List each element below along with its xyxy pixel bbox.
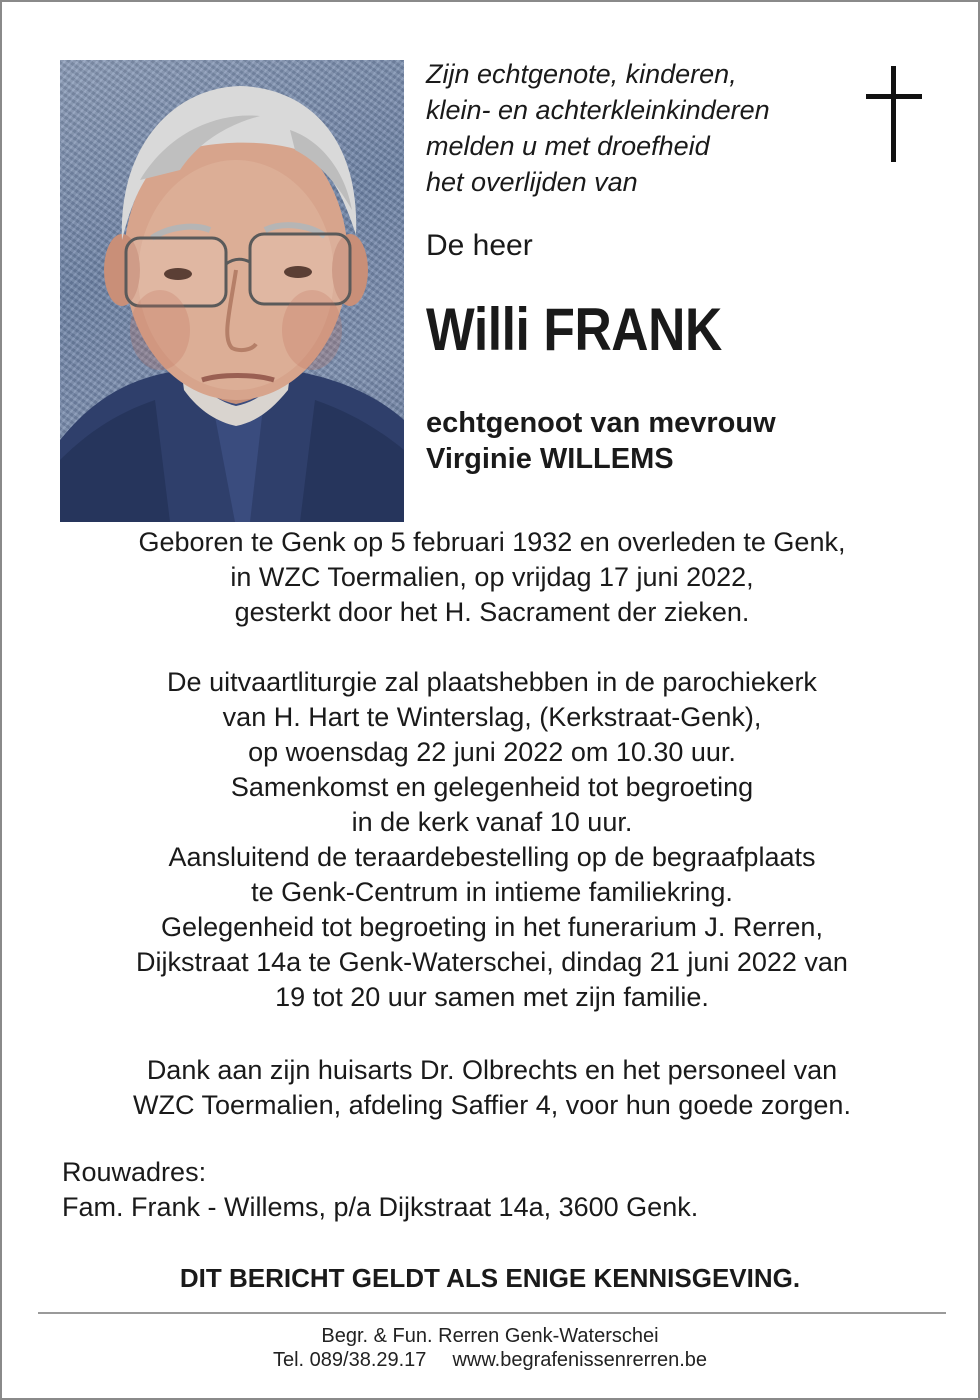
paragraph-line: Geboren te Genk op 5 februari 1932 en overleden te Genk, bbox=[138, 527, 846, 557]
spouse-info bbox=[426, 405, 776, 477]
website-link[interactable]: www.begrafenissenrerren.be bbox=[452, 1349, 708, 1371]
paragraph-line: Aansluitend de teraardebestelling op de begraafplaats bbox=[168, 842, 816, 872]
footer-divider bbox=[38, 1312, 946, 1314]
spouse-line: Virginie WILLEMS bbox=[426, 443, 674, 475]
announcement-intro bbox=[426, 56, 856, 200]
funeral-paragraph bbox=[42, 665, 942, 1015]
paragraph-line: Dank aan zijn huisarts Dr. Olbrechts en het personeel van bbox=[146, 1055, 838, 1085]
paragraph-line: 19 tot 20 uur samen met zijn familie. bbox=[275, 982, 709, 1012]
paragraph-line: op woensdag 22 juni 2022 om 10.30 uur. bbox=[248, 737, 736, 767]
contact-line bbox=[2, 1348, 978, 1372]
portrait-photo bbox=[60, 60, 404, 522]
deceased-name: Willi FRANK bbox=[426, 296, 722, 363]
paragraph-line: WZC Toermalien, afdeling Saffier 4, voor hun goede zorgen. bbox=[133, 1090, 851, 1120]
intro-line: Zijn echtgenote, kinderen, bbox=[426, 59, 737, 89]
intro-line: het overlijden van bbox=[426, 167, 638, 197]
official-notice: DIT BERICHT GELDT ALS ENIGE KENNISGEVING. bbox=[179, 1263, 801, 1293]
address-label: Rouwadres: bbox=[62, 1157, 207, 1187]
mourning-address bbox=[62, 1155, 698, 1225]
intro-line: melden u met droefheid bbox=[426, 131, 710, 161]
funeral-home-name: Begr. & Fun. Rerren Genk-Waterschei bbox=[321, 1325, 659, 1347]
birth-death-paragraph bbox=[42, 525, 942, 630]
portrait-illustration bbox=[60, 60, 404, 522]
funeral-home-footer bbox=[2, 1324, 978, 1372]
paragraph-line: van H. Hart te Winterslag, (Kerkstraat-Genk), bbox=[222, 702, 762, 732]
address-value: Fam. Frank - Willems, p/a Dijkstraat 14a, 3600 Genk. bbox=[62, 1192, 699, 1222]
paragraph-line: in de kerk vanaf 10 uur. bbox=[351, 807, 633, 837]
paragraph-line: Samenkomst en gelegenheid tot begroeting bbox=[230, 772, 754, 802]
paragraph-line: De uitvaartliturgie zal plaatshebben in de parochiekerk bbox=[167, 667, 817, 697]
phone-number: Tel. 089/38.29.17 bbox=[272, 1349, 427, 1371]
intro-line: klein- en achterkleinkinderen bbox=[426, 95, 770, 125]
spouse-line: echtgenoot van mevrouw bbox=[426, 407, 776, 439]
paragraph-line: Gelegenheid tot begroeting in het funerarium J. Rerren, bbox=[161, 912, 823, 942]
paragraph-line: gesterkt door het H. Sacrament der zieken. bbox=[234, 597, 750, 627]
paragraph-line: te Genk-Centrum in intieme familiekring. bbox=[251, 877, 733, 907]
cross-icon bbox=[866, 66, 922, 162]
thanks-paragraph bbox=[42, 1053, 942, 1123]
paragraph-line: in WZC Toermalien, op vrijdag 17 juni 2022, bbox=[230, 562, 754, 592]
paragraph-line: Dijkstraat 14a te Genk-Waterschei, dindag 21 juni 2022 van bbox=[136, 947, 848, 977]
honorific: De heer bbox=[426, 229, 533, 262]
